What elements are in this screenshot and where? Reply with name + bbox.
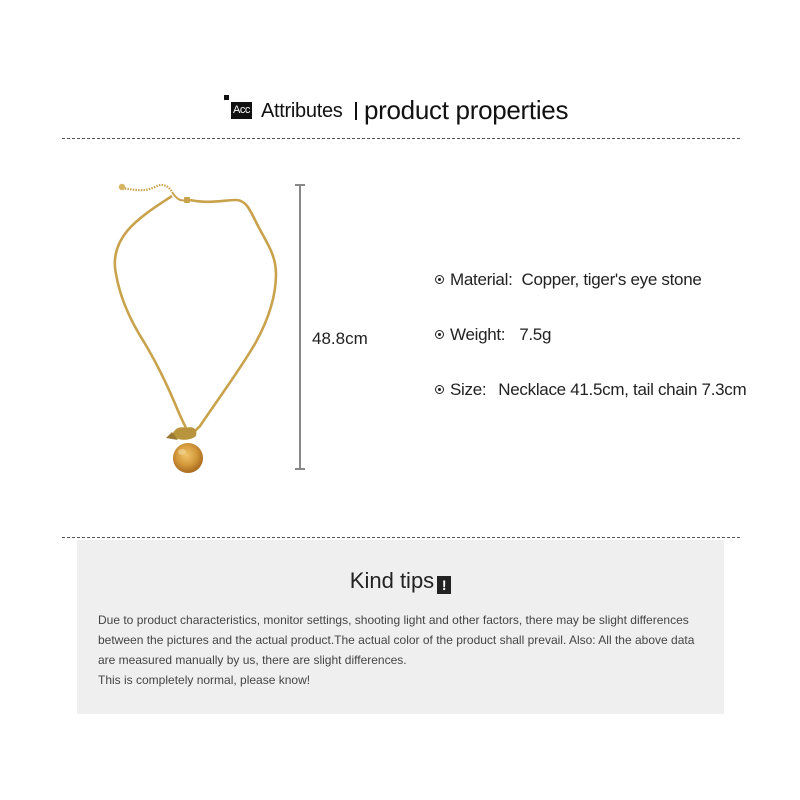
spec-weight	[435, 323, 551, 347]
dashed-divider-bottom	[62, 537, 740, 538]
tips-paragraph: This is completely normal, please know!	[98, 673, 311, 687]
section-header	[0, 92, 800, 128]
spec-label: Material:	[450, 270, 513, 289]
necklace-image	[100, 170, 290, 480]
header-dot	[224, 95, 229, 100]
spec-value: Copper, tiger's eye stone	[521, 270, 702, 289]
tips-paragraph: Due to product characteristics, monitor settings, shooting light and other factors, there may be slight differences between the pictures and the actual product.The actual color of the product shall prevail. Also: All the above data are measured manually by us, there are slight differences.	[98, 613, 695, 667]
page-title: product properties	[364, 95, 569, 125]
spec-label: Weight:	[450, 325, 506, 344]
spec-label: Size:	[450, 380, 487, 399]
tigers-eye-stone	[173, 443, 203, 473]
header-badge: Acc	[231, 102, 252, 119]
tips-title	[77, 567, 724, 595]
spec-value: Necklace 41.5cm, tail chain 7.3cm	[498, 380, 747, 399]
tips-title-text: Kind tips	[349, 568, 435, 593]
warning-icon: !	[437, 576, 451, 594]
bullet-icon	[435, 385, 444, 394]
tips-text	[98, 610, 713, 690]
length-label: 48.8cm	[312, 329, 368, 348]
dashed-divider-top	[62, 138, 740, 139]
kind-tips-panel	[77, 540, 724, 714]
length-measure-line	[294, 184, 306, 470]
spec-value: 7.5g	[519, 325, 552, 344]
bullet-icon	[435, 275, 444, 284]
spec-size	[435, 378, 746, 402]
bullet-icon	[435, 330, 444, 339]
header-divider	[355, 102, 357, 120]
spec-material	[435, 268, 702, 292]
header-attributes-label: Attributes	[261, 100, 343, 122]
